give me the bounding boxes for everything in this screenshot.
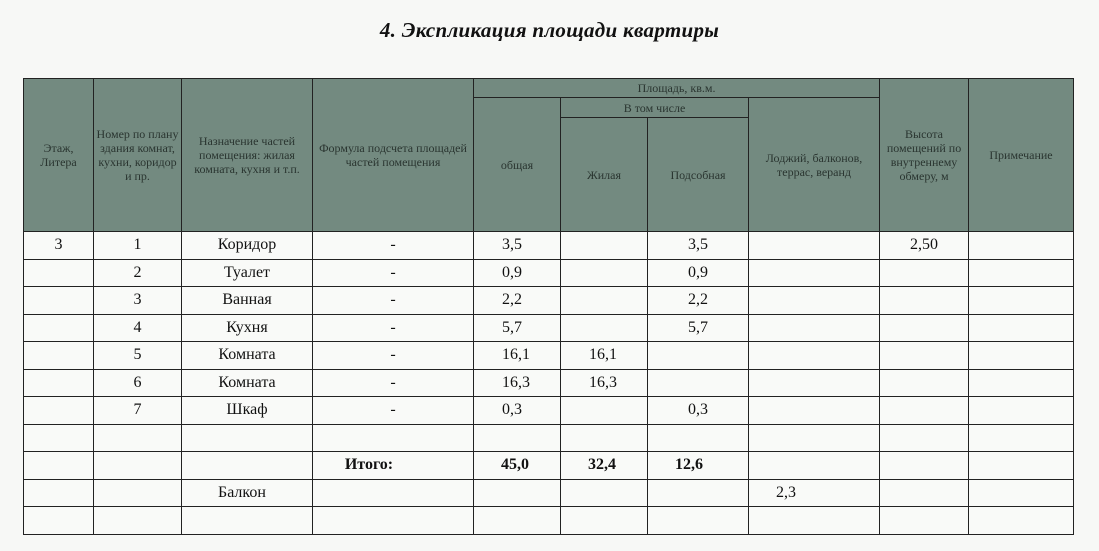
cell-loggia	[749, 232, 880, 260]
blank-row	[24, 424, 1074, 452]
cell-area-total: 2,2	[474, 287, 561, 315]
cell-formula: -	[313, 397, 474, 425]
table-row	[24, 287, 1074, 315]
cell-floor: 3	[24, 232, 94, 260]
cell-area-total: 0,9	[474, 259, 561, 287]
blank-row	[24, 507, 1074, 535]
table-row	[24, 369, 1074, 397]
balcony-loggia-area: 2,3	[749, 479, 880, 507]
empty-cell	[561, 479, 648, 507]
empty-cell	[880, 424, 969, 452]
cell-height	[880, 287, 969, 315]
empty-cell	[880, 479, 969, 507]
cell-room-name: Коридор	[182, 232, 313, 260]
cell-loggia	[749, 369, 880, 397]
empty-cell	[749, 452, 880, 480]
empty-cell	[648, 479, 749, 507]
cell-note	[969, 397, 1074, 425]
cell-height	[880, 342, 969, 370]
cell-note	[969, 232, 1074, 260]
header-floor: Этаж, Литера	[24, 79, 94, 232]
cell-area-living	[561, 314, 648, 342]
balcony-name: Балкон	[182, 479, 313, 507]
empty-cell	[969, 479, 1074, 507]
cell-room-number: 4	[94, 314, 182, 342]
cell-room-name: Шкаф	[182, 397, 313, 425]
header-including: В том числе	[561, 98, 749, 118]
cell-area-total: 0,3	[474, 397, 561, 425]
explication-table	[23, 78, 1074, 535]
cell-note	[969, 259, 1074, 287]
cell-area-auxiliary: 5,7	[648, 314, 749, 342]
totals-area-living: 32,4	[561, 452, 648, 480]
empty-cell	[749, 424, 880, 452]
cell-floor	[24, 314, 94, 342]
cell-height	[880, 397, 969, 425]
cell-area-living	[561, 232, 648, 260]
cell-area-auxiliary: 0,3	[648, 397, 749, 425]
cell-floor	[24, 397, 94, 425]
header-area-total: общая	[474, 98, 561, 232]
empty-cell	[969, 424, 1074, 452]
totals-label: Итого:	[313, 452, 474, 480]
cell-room-number: 2	[94, 259, 182, 287]
empty-cell	[969, 452, 1074, 480]
cell-area-auxiliary: 2,2	[648, 287, 749, 315]
cell-room-name: Кухня	[182, 314, 313, 342]
empty-cell	[474, 507, 561, 535]
cell-loggia	[749, 314, 880, 342]
cell-area-auxiliary: 0,9	[648, 259, 749, 287]
header-purpose: Назначение частей помещения: жилая комната, кухня и т.п.	[182, 79, 313, 232]
balcony-row	[24, 479, 1074, 507]
cell-loggia	[749, 287, 880, 315]
cell-formula: -	[313, 259, 474, 287]
cell-room-name: Комната	[182, 342, 313, 370]
cell-floor	[24, 342, 94, 370]
totals-row	[24, 452, 1074, 480]
empty-cell	[24, 507, 94, 535]
empty-cell	[24, 479, 94, 507]
empty-cell	[182, 424, 313, 452]
totals-area-auxiliary: 12,6	[648, 452, 749, 480]
empty-cell	[474, 479, 561, 507]
empty-cell	[474, 424, 561, 452]
cell-area-auxiliary	[648, 369, 749, 397]
cell-height: 2,50	[880, 232, 969, 260]
cell-note	[969, 342, 1074, 370]
header-living: Жилая	[561, 118, 648, 232]
empty-cell	[313, 507, 474, 535]
empty-cell	[182, 507, 313, 535]
cell-floor	[24, 369, 94, 397]
empty-cell	[313, 479, 474, 507]
cell-loggia	[749, 397, 880, 425]
cell-formula: -	[313, 314, 474, 342]
empty-cell	[880, 507, 969, 535]
empty-cell	[182, 452, 313, 480]
header-note: Примечание	[969, 79, 1074, 232]
cell-area-total: 16,1	[474, 342, 561, 370]
table-row	[24, 397, 1074, 425]
empty-cell	[94, 479, 182, 507]
page-title: 4. Экспликация площади квартиры	[379, 18, 720, 42]
header-loggia: Лоджий, балконов, террас, веранд	[749, 98, 880, 232]
cell-note	[969, 287, 1074, 315]
empty-cell	[24, 424, 94, 452]
empty-cell	[749, 507, 880, 535]
cell-note	[969, 369, 1074, 397]
empty-cell	[24, 452, 94, 480]
cell-room-name: Ванная	[182, 287, 313, 315]
cell-area-auxiliary	[648, 342, 749, 370]
cell-height	[880, 259, 969, 287]
cell-area-total: 16,3	[474, 369, 561, 397]
empty-cell	[969, 507, 1074, 535]
cell-formula: -	[313, 342, 474, 370]
cell-height	[880, 314, 969, 342]
header-auxiliary: Подсобная	[648, 118, 749, 232]
cell-floor	[24, 287, 94, 315]
cell-area-living: 16,3	[561, 369, 648, 397]
table-row	[24, 342, 1074, 370]
cell-formula: -	[313, 232, 474, 260]
table-row	[24, 259, 1074, 287]
cell-formula: -	[313, 369, 474, 397]
cell-loggia	[749, 342, 880, 370]
cell-room-name: Туалет	[182, 259, 313, 287]
cell-area-total: 3,5	[474, 232, 561, 260]
header-room-number: Номер по плану здания комнат, кухни, коридор и пр.	[94, 79, 182, 232]
cell-loggia	[749, 259, 880, 287]
header-formula: Формула подсчета площадей частей помещения	[313, 79, 474, 232]
empty-cell	[648, 507, 749, 535]
cell-area-living	[561, 287, 648, 315]
table-row	[24, 232, 1074, 260]
table-row	[24, 314, 1074, 342]
empty-cell	[94, 424, 182, 452]
cell-height	[880, 369, 969, 397]
empty-cell	[561, 424, 648, 452]
cell-room-number: 6	[94, 369, 182, 397]
empty-cell	[561, 507, 648, 535]
cell-area-total: 5,7	[474, 314, 561, 342]
empty-cell	[94, 507, 182, 535]
cell-formula: -	[313, 287, 474, 315]
empty-cell	[94, 452, 182, 480]
cell-note	[969, 314, 1074, 342]
cell-room-number: 7	[94, 397, 182, 425]
cell-area-living: 16,1	[561, 342, 648, 370]
cell-room-name: Комната	[182, 369, 313, 397]
cell-area-living	[561, 259, 648, 287]
empty-cell	[880, 452, 969, 480]
totals-area-total: 45,0	[474, 452, 561, 480]
header-area: Площадь, кв.м.	[474, 79, 880, 98]
cell-room-number: 1	[94, 232, 182, 260]
header-height: Высота помещений по внутреннему обмеру, м	[880, 79, 969, 232]
cell-room-number: 3	[94, 287, 182, 315]
cell-area-auxiliary: 3,5	[648, 232, 749, 260]
empty-cell	[648, 424, 749, 452]
empty-cell	[313, 424, 474, 452]
cell-room-number: 5	[94, 342, 182, 370]
cell-area-living	[561, 397, 648, 425]
cell-floor	[24, 259, 94, 287]
